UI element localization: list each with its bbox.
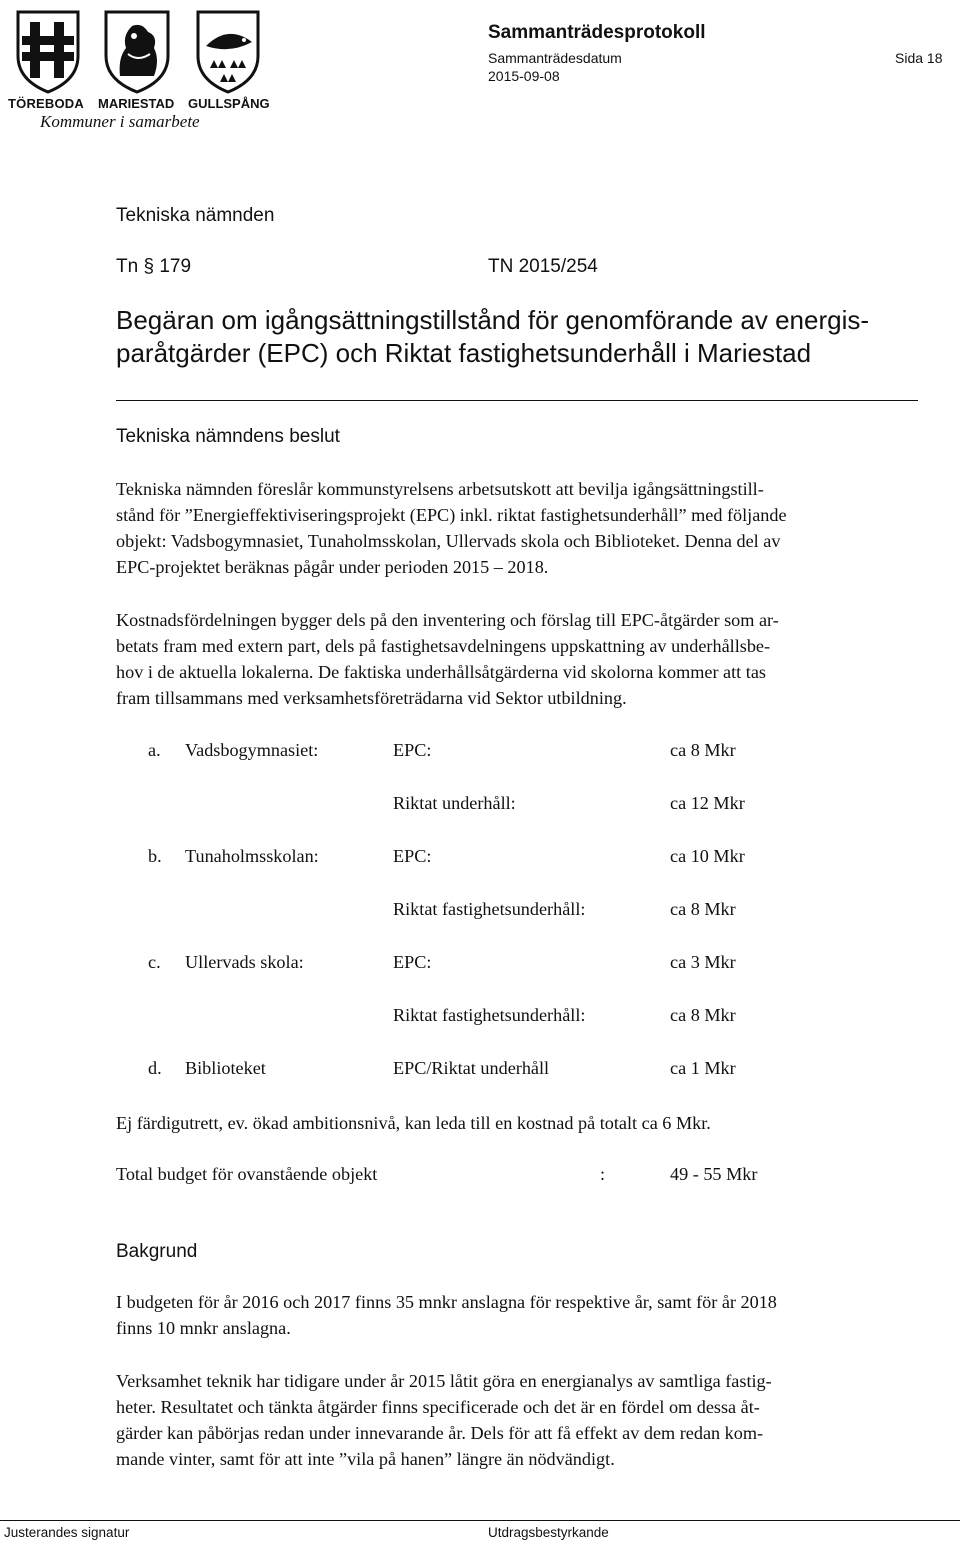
agenda-title-line-2: paråtgärder (EPC) och Riktat fastighetsunderhåll i Mariestad <box>116 338 812 368</box>
committee-name: Tekniska nämnden <box>116 205 275 226</box>
logo-municipality-2: MARIESTAD <box>98 96 175 111</box>
page-number: Sida 18 <box>895 50 943 66</box>
section-symbol: § <box>143 256 155 277</box>
total-budget-label: Total budget för ovanstående objekt <box>116 1164 378 1184</box>
project-letter: b. <box>148 846 162 866</box>
project-measure: EPC: <box>393 846 432 866</box>
project-cost: ca 12 Mkr <box>670 793 745 813</box>
project-name: Tunaholmsskolan: <box>185 846 319 866</box>
project-name: Biblioteket <box>185 1058 266 1078</box>
gullspang-crest-icon <box>198 12 258 92</box>
decision-line-4: EPC-projektet beräknas pågår under perioden 2015 – 2018. <box>116 557 549 577</box>
paragraph-number <box>116 256 191 278</box>
document-title: Sammanträdesprotokoll <box>488 22 706 43</box>
decision-line-1: Tekniska nämnden föreslår kommunstyrelsens arbetsutskott att bevilja igångsättningstill- <box>116 479 764 499</box>
project-measure: Riktat fastighetsunderhåll: <box>393 899 586 919</box>
logo-municipality-3: GULLSPÅNG <box>188 96 270 111</box>
project-measure: Riktat underhåll: <box>393 793 516 813</box>
logo-municipality-1: TÖREBODA <box>8 96 84 111</box>
project-measure: EPC: <box>393 740 432 760</box>
title-divider <box>116 400 918 401</box>
agenda-title-line-1: Begäran om igångsättningstillstånd för genomförande av energis- <box>116 305 870 335</box>
project-measure: EPC: <box>393 952 432 972</box>
background-heading: Bakgrund <box>116 1241 198 1262</box>
project-cost: ca 8 Mkr <box>670 899 736 919</box>
decision-line-2: stånd för ”Energieffektiviseringsprojekt (EPC) inkl. riktat fastighetsunderhåll” med följande <box>116 505 787 525</box>
background-p2-line-3: gärder kan påbörjas redan under innevarande år. Dels för att få effekt av dem redan kom- <box>116 1423 764 1443</box>
paragraph-value: 179 <box>159 256 192 277</box>
project-name: Ullervads skola: <box>185 952 304 972</box>
project-cost: ca 8 Mkr <box>670 740 736 760</box>
meeting-date: 2015-09-08 <box>488 68 560 84</box>
project-cost: ca 1 Mkr <box>670 1058 736 1078</box>
meeting-date-label: Sammanträdesdatum <box>488 50 622 66</box>
background-p2-line-4: mande vinter, samt för att inte ”vila på hanen” längre än nödvändigt. <box>116 1449 615 1469</box>
cost-note: Ej färdigutrett, ev. ökad ambitionsnivå, kan leda till en kostnad på totalt ca 6 Mkr. <box>116 1113 711 1133</box>
decision-line-3: objekt: Vadsbogymnasiet, Tunaholmsskolan, Ullervads skola och Biblioteket. Denna del av <box>116 531 781 551</box>
extract-certification-label: Utdragsbestyrkande <box>488 1525 609 1540</box>
total-budget-value: 49 - 55 Mkr <box>670 1164 758 1184</box>
signature-label: Justerandes signatur <box>4 1525 130 1540</box>
case-number: TN 2015/254 <box>488 256 598 277</box>
toreboda-crest-icon <box>18 12 78 92</box>
project-letter: c. <box>148 952 161 972</box>
mariestad-crest-icon <box>106 12 168 92</box>
project-measure: EPC/Riktat underhåll <box>393 1058 550 1078</box>
cost-line-2: betats fram med extern part, dels på fastighetsavdelningens uppskattning av underhållsbe- <box>116 636 771 656</box>
background-p2-line-1: Verksamhet teknik har tidigare under år 2015 låtit göra en energianalys av samtliga fastig- <box>116 1371 772 1391</box>
cost-line-3: hov i de aktuella lokalerna. De faktiska underhållsåtgärderna vid skolorna kommer att tas <box>116 662 766 682</box>
decision-heading: Tekniska nämndens beslut <box>116 426 340 447</box>
cost-line-4: fram tillsammans med verksamhetsföreträdarna vid Sektor utbildning. <box>116 688 627 708</box>
municipality-logo <box>8 6 270 132</box>
cost-line-1: Kostnadsfördelningen bygger dels på den inventering och förslag till EPC-åtgärder som ar- <box>116 610 779 630</box>
project-measure: Riktat fastighetsunderhåll: <box>393 1005 586 1025</box>
total-budget-separator: : <box>600 1164 606 1184</box>
footer-divider <box>0 1520 960 1521</box>
project-letter: a. <box>148 740 161 760</box>
project-letter: d. <box>148 1058 162 1078</box>
project-cost: ca 10 Mkr <box>670 846 745 866</box>
project-cost: ca 3 Mkr <box>670 952 736 972</box>
project-cost: ca 8 Mkr <box>670 1005 736 1025</box>
background-p1-line-2: finns 10 mnkr anslagna. <box>116 1318 291 1338</box>
background-p1-line-1: I budgeten för år 2016 och 2017 finns 35 mnkr anslagna för respektive år, samt för år 2018 <box>116 1292 777 1312</box>
paragraph-prefix: Tn <box>116 256 139 277</box>
project-name: Vadsbogymnasiet: <box>185 740 319 760</box>
background-p2-line-2: heter. Resultatet och tänkta åtgärder finns specificerade och det är en fördel om dessa åt- <box>116 1397 760 1417</box>
logo-tagline: Kommuner i samarbete <box>40 112 200 131</box>
